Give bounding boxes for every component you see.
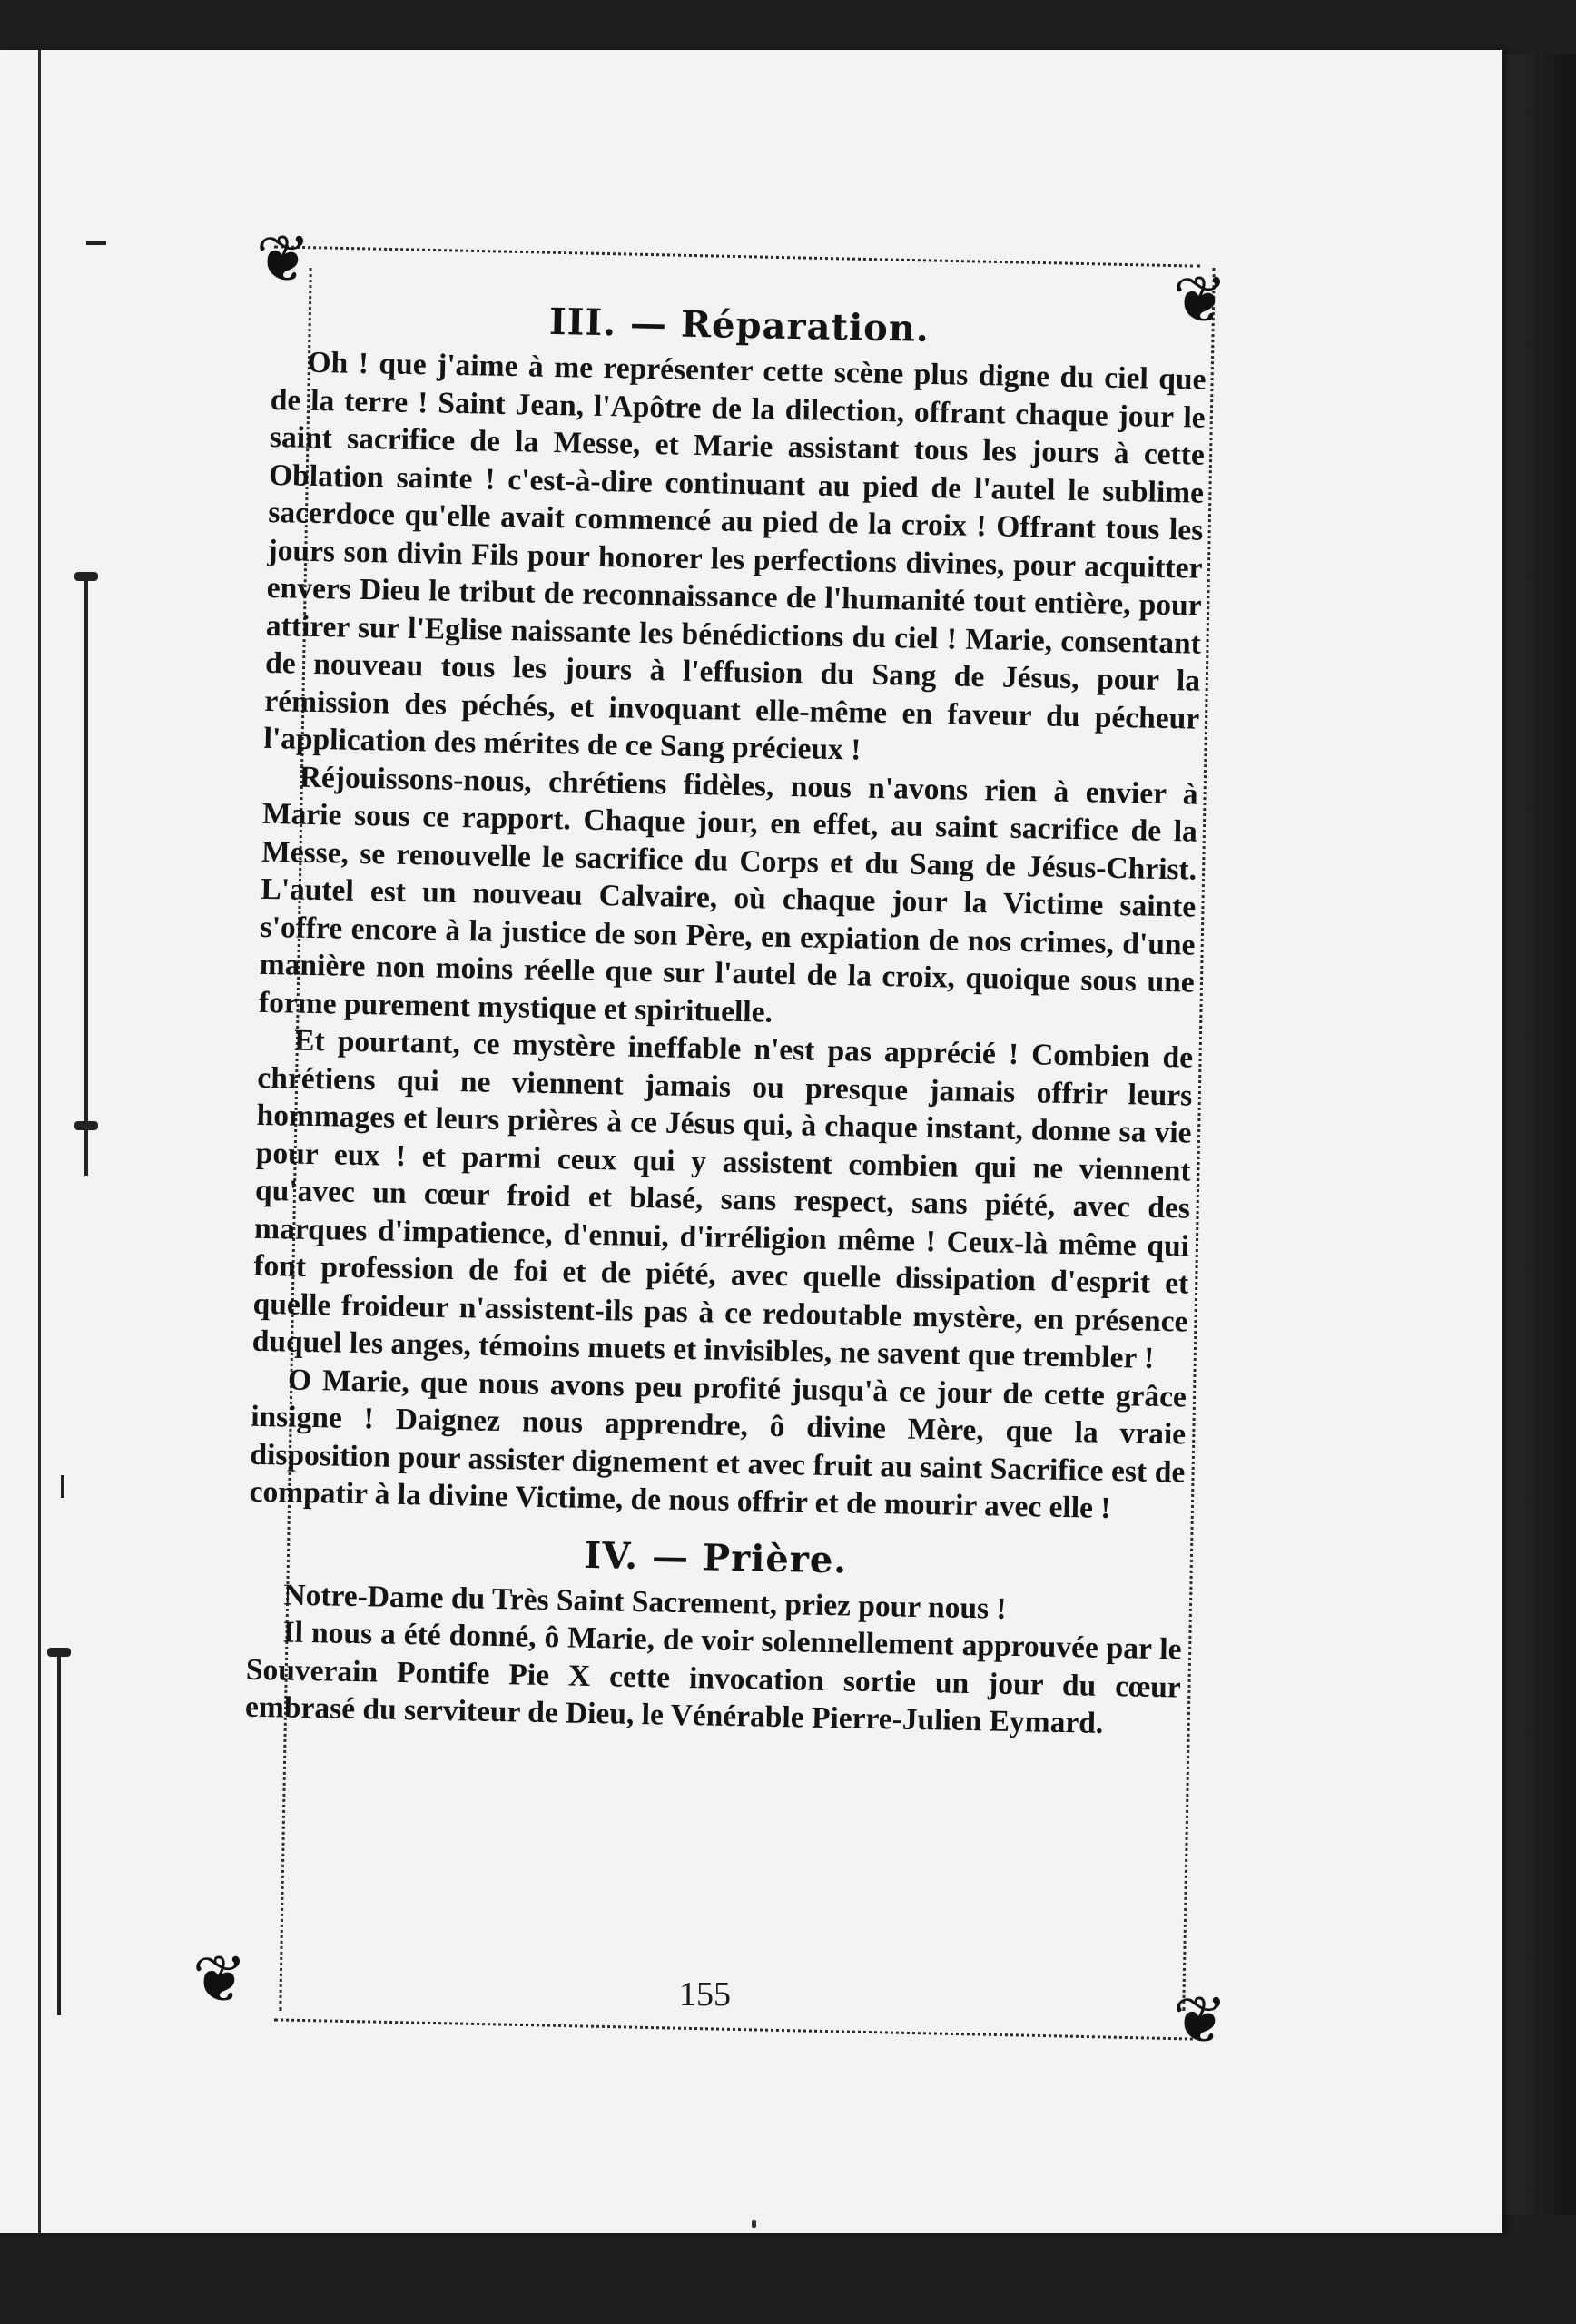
book-page xyxy=(0,50,1502,2233)
corner-ornament-icon: ❦ xyxy=(192,1941,248,2017)
page-number: 155 xyxy=(679,1975,731,2014)
paragraph: Il nous a été donné, ô Marie, de voir solennellement approuvée par le Souverain Pontife Pie X cette invocation sortie un jour du cœur embrasé du serviteur de Dieu, le Vénérable Pierre-Julien Eymard. xyxy=(244,1615,1182,1740)
print-speck xyxy=(752,2220,756,2228)
paragraph: Notre-Dame du Très Saint Sacrement, priez pour nous ! xyxy=(283,1578,1007,1626)
rail-ornament-cap xyxy=(74,572,98,581)
section-heading-reparation: III. — Réparation. xyxy=(548,300,931,350)
corner-ornament-icon: ❦ xyxy=(1172,1982,1228,2058)
paragraph: Réjouissons-nous, chrétiens fidèles, nous n'avons rien à envier à Marie sous ce rapport. Chaque jour, en effet, au saint sacrifice de la Messe, se renouvelle le sacrifice du Corps et du Sang de Jésus-Christ. L'autel est un nouveau Calvaire, où chaque jour la Victime sainte s'offre encore à la justice de son Père, en expiation de nos crimes, d'une manière non moins réelle que sur l'autel de la croix, quoique sous une forme purement mystique et spirituelle. xyxy=(258,760,1198,1029)
rail-ornament-cap xyxy=(47,1648,71,1657)
corner-ornament-icon: ❦ xyxy=(1172,261,1228,338)
section-heading-priere: IV. — Prière. xyxy=(584,1533,848,1581)
rail-ornament-bar xyxy=(84,581,88,1176)
paragraph: O Marie, que nous avons peu profité jusqu'à ce jour de cette grâce insigne ! Daignez nous apprendre, ô divine Mère, que la vraie disposition pour assister dignement et avec fruit au saint Sacrifice est de compatir à la divine Victime, de nous offrir et de mourir avec elle ! xyxy=(249,1363,1187,1525)
rail-ornament-tick xyxy=(61,1475,64,1498)
page-text xyxy=(245,295,1207,1744)
frame-bottom-border xyxy=(274,2018,1200,2040)
paragraph: Oh ! que j'aime à me représenter cette scène plus digne du ciel que de la terre ! Saint Jean, l'Apôtre de la dilection, offrant chaque jour le saint sacrifice de la Messe, et Marie assistant tous les jours à cette Oblation sainte ! c'est-à-dire continuant au pied de l'autel le sublime sacerdoce qu'elle avait commencé au pied de la croix ! Offrant tous les jours son divin Fils pour honorer les perfections divines, pour acquitter envers Dieu le tribut de reconnaissance de l'humanité tout entière, pour attirer sur l'Eglise naissante les bénédictions du ciel ! Marie, consentant de nouveau tous les jours à l'effusion du Sang de Jésus, pour la rémission des péchés, et invoquant elle-même en faveur du pécheur l'application des mérites de ce Sang précieux ! xyxy=(263,345,1207,767)
rail-ornament-cap xyxy=(74,1121,98,1130)
binding-rail xyxy=(38,50,41,2233)
paragraph: Et pourtant, ce mystère ineffable n'est pas apprécié ! Combien de chrétiens qui ne viennent jamais ou presque jamais offrir leurs hommages et leurs prières à ce Jésus qui, à chaque instant, donne sa vie pour eux ! et parmi ceux qui y assistent combien qui ne viennent qu'avec un cœur froid et blasé, sans respect, sans piété, avec des marques d'impatience, d'ennui, d'irréligion même ! Ceux-là même qui font profession de foi et de piété, avec quelle dissipation d'esprit et quelle froideur n'assistent-ils pas à ce redoutable mystère, en présence duquel les anges, témoins muets et invisibles, ne savent que trembler ! xyxy=(251,1023,1194,1375)
margin-mark xyxy=(86,241,106,245)
corner-ornament-icon: ❦ xyxy=(255,221,311,297)
frame-top-border xyxy=(274,245,1200,267)
rail-ornament-bar xyxy=(57,1657,61,2015)
